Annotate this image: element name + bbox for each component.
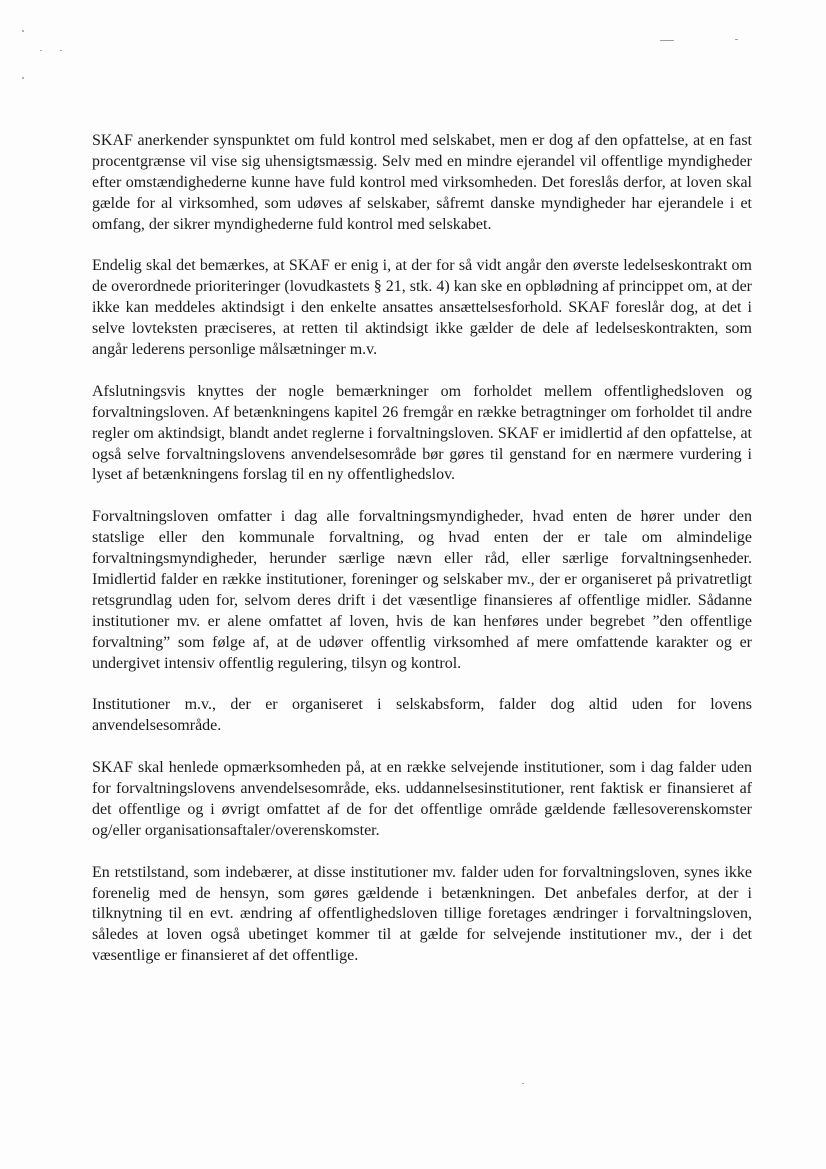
paragraph: Forvaltningsloven omfatter i dag alle forvaltningsmyndigheder, hvad enten de hører under den statslige eller den kommunale forvaltning, og hvad enten der er tale om almindelige forvaltningsmyndigheder, herunder særlige nævn eller råd, eller særlige forvaltningsenheder. Imidlertid falder en række institutioner, foreninger og selskaber mv., der er organiseret på privatretligt retsgrundlag uden for, selvom deres drift i det væsentlige finansieres af offentlige midler. Sådanne institutioner mv. er alene omfattet af loven, hvis de kan henføres under begrebet ”den offentlige forvaltning” som følge af, at de udøver offentlig virksomhed af mere omfattende karakter og er undergivet intensiv offentlig regulering, tilsyn og kontrol. bbox=[92, 508, 752, 672]
paragraph: Endelig skal det bemærkes, at SKAF er enig i, at der for så vidt angår den øverste ledelseskontrakt om de overordnede prioriteringer (lovudkastets § 21, stk. 4) kan ske en opblødning af princippet om, at der ikke kan meddeles aktindsigt i den enkelte ansattes ansættelsesforhold. SKAF foreslår dog, at det i selve lovteksten præciseres, at retten til aktindsigt ikke gælder de dele af ledelseskontrakten, som angår lederens personlige målsætninger m.v. bbox=[92, 257, 752, 359]
scan-speck bbox=[60, 50, 62, 51]
scan-speck bbox=[22, 30, 24, 32]
paragraph: SKAF skal henlede opmærksomheden på, at en række selvejende institutioner, som i dag falder uden for forvaltningslovens anvendelsesområde, eks. uddannelsesinstitutioner, rent faktisk er finansieret af det offentlige og i øvrigt omfattet af de for det offentlige område gældende fællesoverenskomster og/eller organisationsaftaler/overenskomster. bbox=[92, 759, 752, 839]
paragraph: SKAF anerkender synspunktet om fuld kontrol med selskabet, men er dog af den opfattelse, at en fast procentgrænse vil vise sig uhensigtsmæssig. Selv med en mindre ejerandel vil offentlige myndigheder efter omstændighederne kunne have fuld kontrol med virksomheden. Det foreslås derfor, at loven skal gælde for al virksomhed, som udøves af selskaber, såfremt danske myndigheder har ejerandele i et omfang, der sikrer myndighederne fuld kontrol med selskabet. bbox=[92, 132, 752, 233]
scan-speck bbox=[522, 1083, 524, 1084]
paragraph: Afslutningsvis knyttes der nogle bemærkninger om forholdet mellem offentlighedsloven og forvaltningsloven. Af betænkningens kapitel 26 fremgår en række betragtninger om forholdet til andre regler om aktindsigt, blandt andet reglerne i forvaltningsloven. SKAF er imidlertid af den opfattelse, at også selve forvaltningslovens anvendelsesområde bør gøres til genstand for en nærmere vurdering i lyset af betænkningens forslag til en ny offentlighedslov. bbox=[92, 382, 752, 484]
scan-speck bbox=[735, 39, 738, 40]
paragraph: En retstilstand, som indebærer, at disse institutioner mv. falder uden for forvaltningsloven, synes ikke forenelig med de hensyn, som gøres gældende i betænkningen. Det anbefales derfor, at der i tilknytning til en evt. ændring af offentlighedsloven tillige foretages ændringer i forvaltningsloven, således at loven også ubetinget kommer til at gælde for selvejende institutioner mv., der i det væsentlige er finansieret af det offentlige. bbox=[92, 863, 752, 965]
scan-speck bbox=[660, 40, 674, 41]
document-body bbox=[92, 131, 752, 988]
paragraph: Institutioner m.v., der er organiseret i selskabsform, falder dog altid uden for lovens anvendelsesområde. bbox=[92, 696, 752, 735]
scan-speck bbox=[22, 77, 24, 79]
scan-speck bbox=[40, 50, 42, 51]
